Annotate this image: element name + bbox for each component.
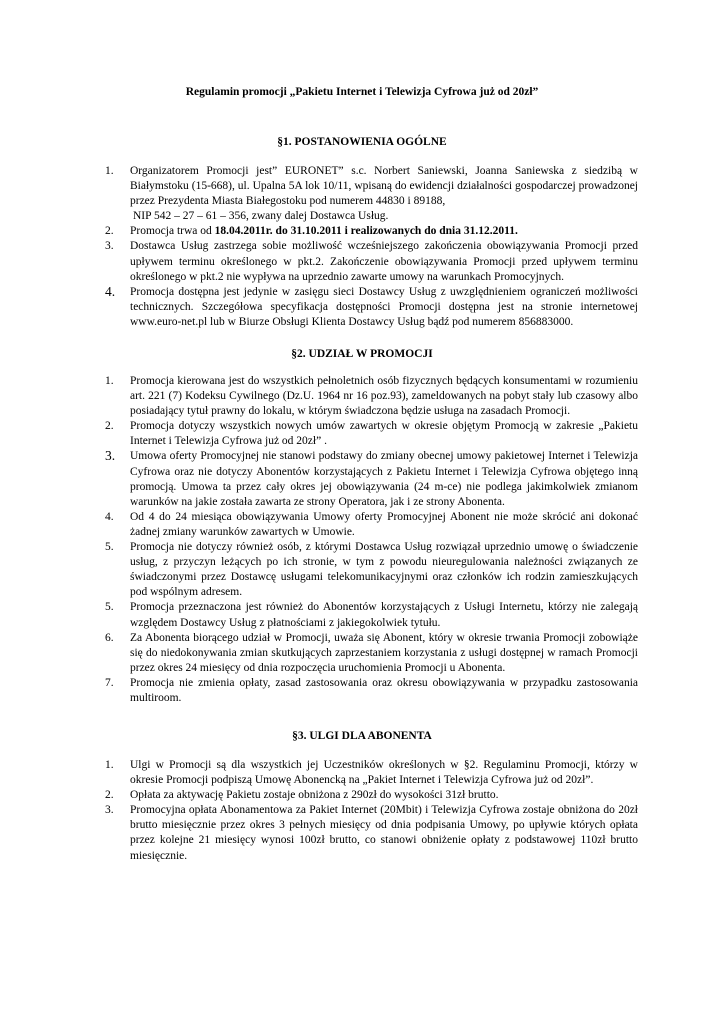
section-1-list xyxy=(105,164,638,330)
list-item: 4. Od 4 do 24 miesiąca obowiązywania Umowy oferty Promocyjnej Abonent nie może skrócić ani dokonać żadnej zmiany warunków zawartych w Umowie. xyxy=(105,510,638,538)
section-2-list xyxy=(105,374,638,706)
item-text: Od 4 do 24 miesiąca obowiązywania Umowy oferty Promocyjnej Abonent nie może skrócić ani dokonać żadnej zmiany warunków zawartych w Umowie. xyxy=(130,510,638,538)
list-item: 6. Za Abonenta biorącego udział w Promocji, uważa się Abonent, który w okresie trwania Promocji zobowiąże się do niedokonywania zmian skutkujących zaprzestaniem korzystania z usługi dostępnej w ramach Promocji przez okres 24 miesięcy od dnia rozpoczęcia uruchomienia Promocji u Abonenta. xyxy=(105,631,638,674)
list-item: 1. Organizatorem Promocji jest” EURONET” s.c. Norbert Saniewski, Joanna Saniewska z siedzibą w Białymstoku (15-668), ul. Upalna 5A lok 10/11, wpisaną do ewidencji działalności gospodarczej prowadzonej przez Prezydenta Miasta Białegostoku pod numerem 44830 i 89188, NIP 542 – 27 – 61 – 356, zwany dalej Dostawca Usług. xyxy=(105,165,638,223)
list-item: 2. Promocja dotyczy wszystkich nowych umów zawartych w okresie objętym Promocją w zakresie „Pakietu Internet i Telewizja Cyfrowa już od 20zł” . xyxy=(105,420,638,448)
list-item: 3. Umowa oferty Promocyjnej nie stanowi podstawy do zmiany obecnej umowy pakietowej Internet i Telewizja Cyfrowa oraz nie dotyczy Abonentów korzystających z Pakietu Internet i Telewizja Cyfrowa objętego inną promocją. Umowa ta przez cały okres jej obowiązywania (24 m-ce) nie podlega jakimkolwiek zmianom warunków na jakie została zawarta ze strony Operatora, jak i ze strony Abonenta. xyxy=(105,448,638,508)
item-text-line2: NIP 542 – 27 – 61 – 356, zwany dalej Dostawca Usług. xyxy=(133,210,389,223)
section-3-list xyxy=(105,758,638,864)
list-item: 5. Promocja przeznaczona jest również do Abonentów korzystających z Usługi Internetu, którzy nie zalegają względem Dostawcy Usług z płatnościami z jakiegokolwiek tytułu. xyxy=(105,601,638,629)
section-heading-2: §2. UDZIAŁ W PROMOCJI xyxy=(291,348,433,360)
item-text: Promocja trwa od xyxy=(130,225,215,238)
list-item: 7. Promocja nie zmienia opłaty, zasad zastosowania oraz okresu obowiązywania w przypadku zastosowania multiroom. xyxy=(105,676,638,704)
list-item: 5. Promocja nie dotyczy również osób, z którymi Dostawca Usług rozwiązał uprzednio umowę o świadczenie usług, z przyczyn leżących po ich stronie, w tym z powodu nieuregulowania należności związanych ze świadczonymi przez Dostawcę usługami telekomunikacyjnymi oraz członków ich rodzin zamieszkujących pod wspólnym adresem. xyxy=(105,541,638,599)
item-text: Za Abonenta biorącego udział w Promocji, uważa się Abonent, który w okresie trwania Promocji zobowiąże się do niedokonywania zmian skutkujących zaprzestaniem korzystania z usługi dostępnej w ramach Promocji przez okres 24 miesięcy od dnia rozpoczęcia uruchomienia Promocji u Abonenta. xyxy=(130,631,638,674)
item-text: Opłata za aktywację Pakietu zostaje obniżona z 290zł do wysokości 31zł brutto. xyxy=(130,789,499,802)
section-heading-3: §3. ULGI DLA ABONENTA xyxy=(292,730,432,742)
item-text: Promocja nie zmienia opłaty, zasad zastosowania oraz okresu obowiązywania w przypadku zastosowania multiroom. xyxy=(130,676,638,704)
list-item: 2. Opłata za aktywację Pakietu zostaje obniżona z 290zł do wysokości 31zł brutto. xyxy=(105,789,499,802)
promotion-dates: 18.04.2011r. do 31.10.2011 i realizowanych do dnia 31.12.2011. xyxy=(214,225,518,238)
item-text: Promocja nie dotyczy również osób, z którymi Dostawca Usług rozwiązał uprzednio umowę o świadczenie usług, z przyczyn leżących po ich stronie, w tym z powodu nieuregulowania należności związanych ze świadczonymi przez Dostawcę usługami telekomunikacyjnymi oraz członków ich rodzin zamieszkujących pod wspólnym adresem. xyxy=(130,541,638,599)
list-item: 3. Promocyjna opłata Abonamentowa za Pakiet Internet (20Mbit) i Telewizja Cyfrowa zostaje obniżona do 20zł brutto miesięcznie przez okres 3 pełnych miesięcy od dnia podpisania Umowy, po upływie których opłata przez kolejne 21 miesięcy wynosi 100zł brutto, co stanowi obniżenie opłaty z podstawowej 110zł brutto miesięcznie. xyxy=(105,804,638,862)
item-text: Organizatorem Promocji jest” EURONET” s.c. Norbert Saniewski, Joanna Saniewska z siedzibą w Białymstoku (15-668), ul. Upalna 5A lok 10/11, wpisaną do ewidencji działalności gospodarczej prowadzonej przez Prezydenta Miasta Białegostoku pod numerem 44830 i 89188, xyxy=(130,165,638,208)
document-title: Regulamin promocji „Pakietu Internet i Telewizja Cyfrowa już od 20zł” xyxy=(185,86,539,98)
item-text: Ulgi w Promocji są dla wszystkich jej Uczestników określonych w §2. Regulaminu Promocji, którzy w okresie Promocji podpiszą Umowę Abonencką na „Pakiet Internet i Telewizja Cyfrowa już od 20zł”. xyxy=(130,759,638,787)
item-text: Promocja dostępna jest jedynie w zasięgu sieci Dostawcy Usług z uwzględnieniem ograniczeń możliwości technicznych. Szczegółowa specyfikacja dostępności Promocji dostępna jest na stronie internetowej www.euro-net.pl lub w Biurze Obsługi Klienta Dostawcy Usług bądź pod numerem 856883000. xyxy=(130,285,638,328)
list-item: 1. Ulgi w Promocji są dla wszystkich jej Uczestników określonych w §2. Regulaminu Promocji, którzy w okresie Promocji podpiszą Umowę Abonencką na „Pakiet Internet i Telewizja Cyfrowa już od 20zł”. xyxy=(105,759,638,787)
list-item: 4. Promocja dostępna jest jedynie w zasięgu sieci Dostawcy Usług z uwzględnieniem ograniczeń możliwości technicznych. Szczegółowa specyfikacja dostępności Promocji dostępna jest na stronie internetowej www.euro-net.pl lub w Biurze Obsługi Klienta Dostawcy Usług bądź pod numerem 856883000. xyxy=(105,283,638,328)
list-item: 3. Dostawca Usług zastrzega sobie możliwość wcześniejszego zakończenia obowiązywania Promocji przed upływem terminu określonego w pkt.2. Zakończenie obowiązywania Promocji przed upływem terminu określonego w pkt.2 nie wypływa na uprzednio zawarte umowy na warunkach Promocyjnych. xyxy=(105,240,638,283)
list-item: 1. Promocja kierowana jest do wszystkich pełnoletnich osób fizycznych będących konsumentami w rozumieniu art. 221 (7) Kodeksu Cywilnego (Dz.U. 1964 nr 16 poz.93), zameldowanych na pobyt stały lub czasowy albo posiadający tytuł prawny do lokalu, w którym świadczona będzie usługa na zasadach Promocji. xyxy=(105,375,638,418)
list-item: 2. Promocja trwa od 18.04.2011r. do 31.10.2011 i realizowanych do dnia 31.12.2011. xyxy=(105,225,518,238)
item-text: Promocja kierowana jest do wszystkich pełnoletnich osób fizycznych będących konsumentami w rozumieniu art. 221 (7) Kodeksu Cywilnego (Dz.U. 1964 nr 16 poz.93), zameldowanych na pobyt stały lub czasowy albo posiadający tytuł prawny do lokalu, w którym świadczona będzie usługa na zasadach Promocji. xyxy=(130,375,638,418)
section-heading-1: §1. POSTANOWIENIA OGÓLNE xyxy=(277,136,447,148)
item-text: Promocja przeznaczona jest również do Abonentów korzystających z Usługi Internetu, którzy nie zalegają względem Dostawcy Usług z płatnościami z jakiegokolwiek tytułu. xyxy=(130,601,638,629)
item-text: Umowa oferty Promocyjnej nie stanowi podstawy do zmiany obecnej umowy pakietowej Internet i Telewizja Cyfrowa oraz nie dotyczy Abonentów korzystających z Pakietu Internet i Telewizja Cyfrowa objętego inną promocją. Umowa ta przez cały okres jej obowiązywania (24 m-ce) nie podlega jakimkolwiek zmianom warunków na jakie została zawarta ze strony Operatora, jak i ze strony Abonenta. xyxy=(130,450,638,508)
item-text: Promocja dotyczy wszystkich nowych umów zawartych w okresie objętym Promocją w zakresie „Pakietu Internet i Telewizja Cyfrowa już od 20zł” . xyxy=(130,420,638,448)
item-text: Promocyjna opłata Abonamentowa za Pakiet Internet (20Mbit) i Telewizja Cyfrowa zostaje obniżona do 20zł brutto miesięcznie przez okres 3 pełnych miesięcy od dnia podpisania Umowy, po upływie których opłata przez kolejne 21 miesięcy wynosi 100zł brutto, co stanowi obniżenie opłaty z podstawowej 110zł brutto miesięcznie. xyxy=(130,804,638,862)
item-text: Dostawca Usług zastrzega sobie możliwość wcześniejszego zakończenia obowiązywania Promocji przed upływem terminu określonego w pkt.2. Zakończenie obowiązywania Promocji przed upływem terminu określonego w pkt.2 nie wypływa na uprzednio zawarte umowy na warunkach Promocyjnych. xyxy=(130,240,638,283)
